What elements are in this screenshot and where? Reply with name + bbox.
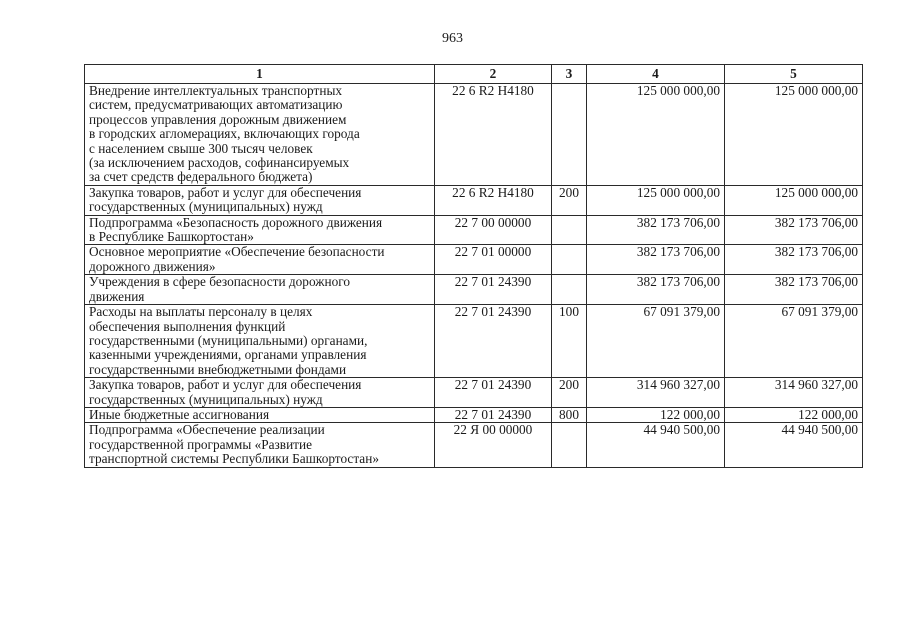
row-amount2: 382 173 706,00 [725, 215, 863, 245]
row-amount1: 125 000 000,00 [587, 84, 725, 186]
row-amount2: 314 960 327,00 [725, 378, 863, 408]
column-header-name: 1 [85, 65, 435, 84]
row-amount1: 314 960 327,00 [587, 378, 725, 408]
row-name: Закупка товаров, работ и услуг для обеспечения государственных (муниципальных) нужд [85, 185, 435, 215]
row-amount1: 382 173 706,00 [587, 215, 725, 245]
table-row [85, 245, 863, 275]
row-code: 22 7 01 00000 [435, 245, 552, 275]
budget-table [84, 64, 863, 468]
row-code: 22 7 00 00000 [435, 215, 552, 245]
row-type [552, 275, 587, 305]
row-amount1: 122 000,00 [587, 407, 725, 422]
row-amount2: 382 173 706,00 [725, 245, 863, 275]
row-code: 22 Я 00 00000 [435, 423, 552, 467]
table-row [85, 407, 863, 422]
row-name: Закупка товаров, работ и услуг для обеспечения государственных (муниципальных) нужд [85, 378, 435, 408]
row-amount1: 67 091 379,00 [587, 305, 725, 378]
row-amount2: 125 000 000,00 [725, 185, 863, 215]
row-name: Подпрограмма «Обеспечение реализации государственной программы «Развитие транспортной системы Республики Башкортостан» [85, 423, 435, 467]
column-header-amount2: 5 [725, 65, 863, 84]
row-amount2: 382 173 706,00 [725, 275, 863, 305]
table-row [85, 378, 863, 408]
row-amount1: 125 000 000,00 [587, 185, 725, 215]
row-code: 22 6 R2 H4180 [435, 84, 552, 186]
table-row [85, 275, 863, 305]
row-code: 22 7 01 24390 [435, 378, 552, 408]
row-code: 22 7 01 24390 [435, 305, 552, 378]
row-name: Внедрение интеллектуальных транспортных систем, предусматривающих автоматизацию процессов управления дорожным движением в городских агломерациях, включающих города с населением свыше 300 тысяч человек (за исключением расходов, софинансируемых за счет средств федерального бюджета) [85, 84, 435, 186]
row-amount2: 125 000 000,00 [725, 84, 863, 186]
row-type: 200 [552, 378, 587, 408]
table-row [85, 185, 863, 215]
table-row [85, 84, 863, 186]
row-name: Учреждения в сфере безопасности дорожного движения [85, 275, 435, 305]
header-row [85, 65, 863, 84]
row-type [552, 84, 587, 186]
row-amount1: 44 940 500,00 [587, 423, 725, 467]
row-type: 100 [552, 305, 587, 378]
row-amount1: 382 173 706,00 [587, 245, 725, 275]
row-code: 22 6 R2 H4180 [435, 185, 552, 215]
column-header-amount1: 4 [587, 65, 725, 84]
row-type [552, 245, 587, 275]
row-amount1: 382 173 706,00 [587, 275, 725, 305]
row-name: Подпрограмма «Безопасность дорожного движения в Республике Башкортостан» [85, 215, 435, 245]
row-code: 22 7 01 24390 [435, 275, 552, 305]
row-name: Иные бюджетные ассигнования [85, 407, 435, 422]
table-row [85, 423, 863, 467]
column-header-type: 3 [552, 65, 587, 84]
row-name: Основное мероприятие «Обеспечение безопасности дорожного движения» [85, 245, 435, 275]
page-number: 963 [442, 31, 463, 46]
row-type [552, 423, 587, 467]
table-row [85, 305, 863, 378]
row-code: 22 7 01 24390 [435, 407, 552, 422]
row-amount2: 44 940 500,00 [725, 423, 863, 467]
row-type: 200 [552, 185, 587, 215]
row-type: 800 [552, 407, 587, 422]
column-header-code: 2 [435, 65, 552, 84]
row-amount2: 67 091 379,00 [725, 305, 863, 378]
row-name: Расходы на выплаты персоналу в целях обеспечения выполнения функций государственными (муниципальными) органами, казенными учреждениями, органами управления государственными внебюджетными фондами [85, 305, 435, 378]
row-type [552, 215, 587, 245]
row-amount2: 122 000,00 [725, 407, 863, 422]
table-row [85, 215, 863, 245]
